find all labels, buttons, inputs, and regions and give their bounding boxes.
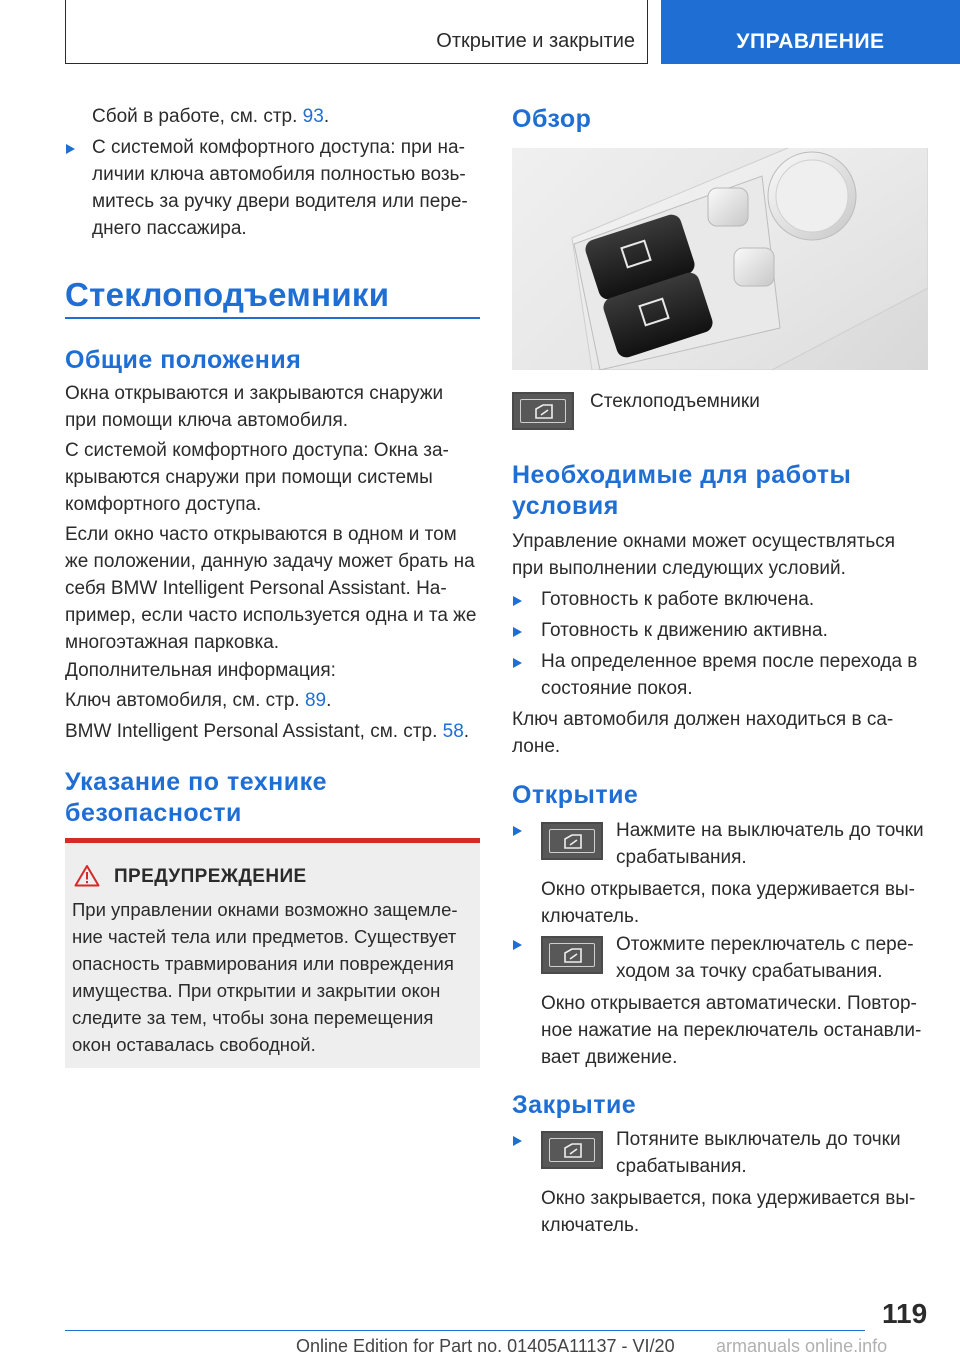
switch-push-through-icon [541,936,603,974]
footer-edition: Online Edition for Part no. 01405A11137 - VI/20 [296,1336,675,1356]
subheading-safety: Указание по технике безопасности [65,768,328,827]
paragraph-assistant: Если окно часто открываются в одном и том же положении, данную задачу может брать на себя BMW Intelligent Personal Assistant. На- пример, если часто используется одна и та же многоэтажная парковка. [65,524,477,653]
switch-press-icon [541,822,603,860]
close-step-1: Потяните выключатель до точки срабатывания. [616,1129,901,1177]
subheading-conditions: Необходимые для работы условия [512,461,852,520]
window-switch-symbol-icon [512,392,574,430]
window-switch-photo [512,148,928,370]
heading-rule [65,317,480,319]
warning-text: При управлении окнами возможно защемле- ние частей тела или предметов. Существует опасность травмирования или повреждения имущества. При открытии и закрытии окон следите за тем, чтобы зона перемещения окон оставалась свободной. [72,899,458,1055]
switch-pull-icon [541,1131,603,1169]
subheading-opening: Открытие [512,781,639,809]
continued-line: Сбой в работе, см. стр. 93. [92,106,330,127]
open-step-2: Отожмите переключатель с пере- ходом за точку срабатывания. [616,934,914,982]
condition-item-2: Готовность к движению активна. [541,620,828,641]
paragraph-comfort: С системой комфортного доступа: Окна за- крываются снаружи при помощи системы комфортного доступа. [65,440,449,515]
window-switch-illustration [512,148,928,370]
paragraph-more-info: Дополнительная информация: [65,660,336,681]
subheading-closing: Закрытие [512,1091,637,1119]
watermark: armanuals online.info [716,1336,888,1356]
close-step-1-result: Окно закрывается, пока удерживается вы- ключатель. [541,1188,916,1236]
header-chapter-tab[interactable] [661,0,960,64]
comfort-access-bullet: С системой комфортного доступа: при на- личии ключа автомобиля полностью возь- митесь за ручку двери водителя или пере- днего пассажира. [92,137,468,239]
paragraph-key: Окна открываются и закрываются снаружи при помощи ключа автомобиля. [65,383,444,431]
bullet-triangle-icon [513,658,522,668]
open-step-1-result: Окно открывается, пока удерживается вы- ключатель. [541,879,915,927]
page-link-58[interactable]: 58 [442,721,464,742]
bullet-triangle-icon [513,1136,522,1146]
conditions-note: Ключ автомобиля должен находиться в са- лоне. [512,709,894,757]
header-section-title: Открытие и закрытие [436,30,635,52]
paragraph-assistant-ref: BMW Intelligent Personal Assistant, см. стр. 58. [65,721,470,742]
paragraph-key-ref: Ключ автомобиля, см. стр. 89. [65,690,332,711]
bullet-triangle-icon [513,627,522,637]
header-chapter-label: УПРАВЛЕНИЕ [736,30,885,53]
open-step-2-result: Окно открывается автоматически. Повтор- ное нажатие на переключатель останавли- вает движение. [541,993,922,1068]
condition-item-1: Готовность к работе включена. [541,589,815,610]
footer-rule [65,1330,865,1331]
conditions-intro: Управление окнами может осуществляться при выполнении следующих условий. [512,531,896,579]
warning-triangle-icon [74,864,100,887]
section-heading-power-windows: Стеклоподъемники [65,276,390,313]
subheading-general: Общие положения [65,346,302,374]
open-step-1: Нажмите на выключатель до точки срабатывания. [616,820,924,868]
subheading-overview: Обзор [512,105,592,133]
condition-item-3: На определенное время после перехода в состояние покоя. [541,651,918,699]
bullet-triangle-icon [513,596,522,606]
warning-title: ПРЕДУПРЕЖДЕНИЕ [114,866,307,887]
page-link-93[interactable]: 93 [302,106,324,127]
header-section-box [65,0,648,64]
overview-caption: Стеклоподъемники [590,391,760,412]
bullet-triangle-icon [513,940,522,950]
bullet-triangle-icon [513,826,522,836]
page-number: 119 [882,1298,928,1329]
bullet-triangle-icon [66,144,75,154]
page-link-89[interactable]: 89 [304,690,327,711]
